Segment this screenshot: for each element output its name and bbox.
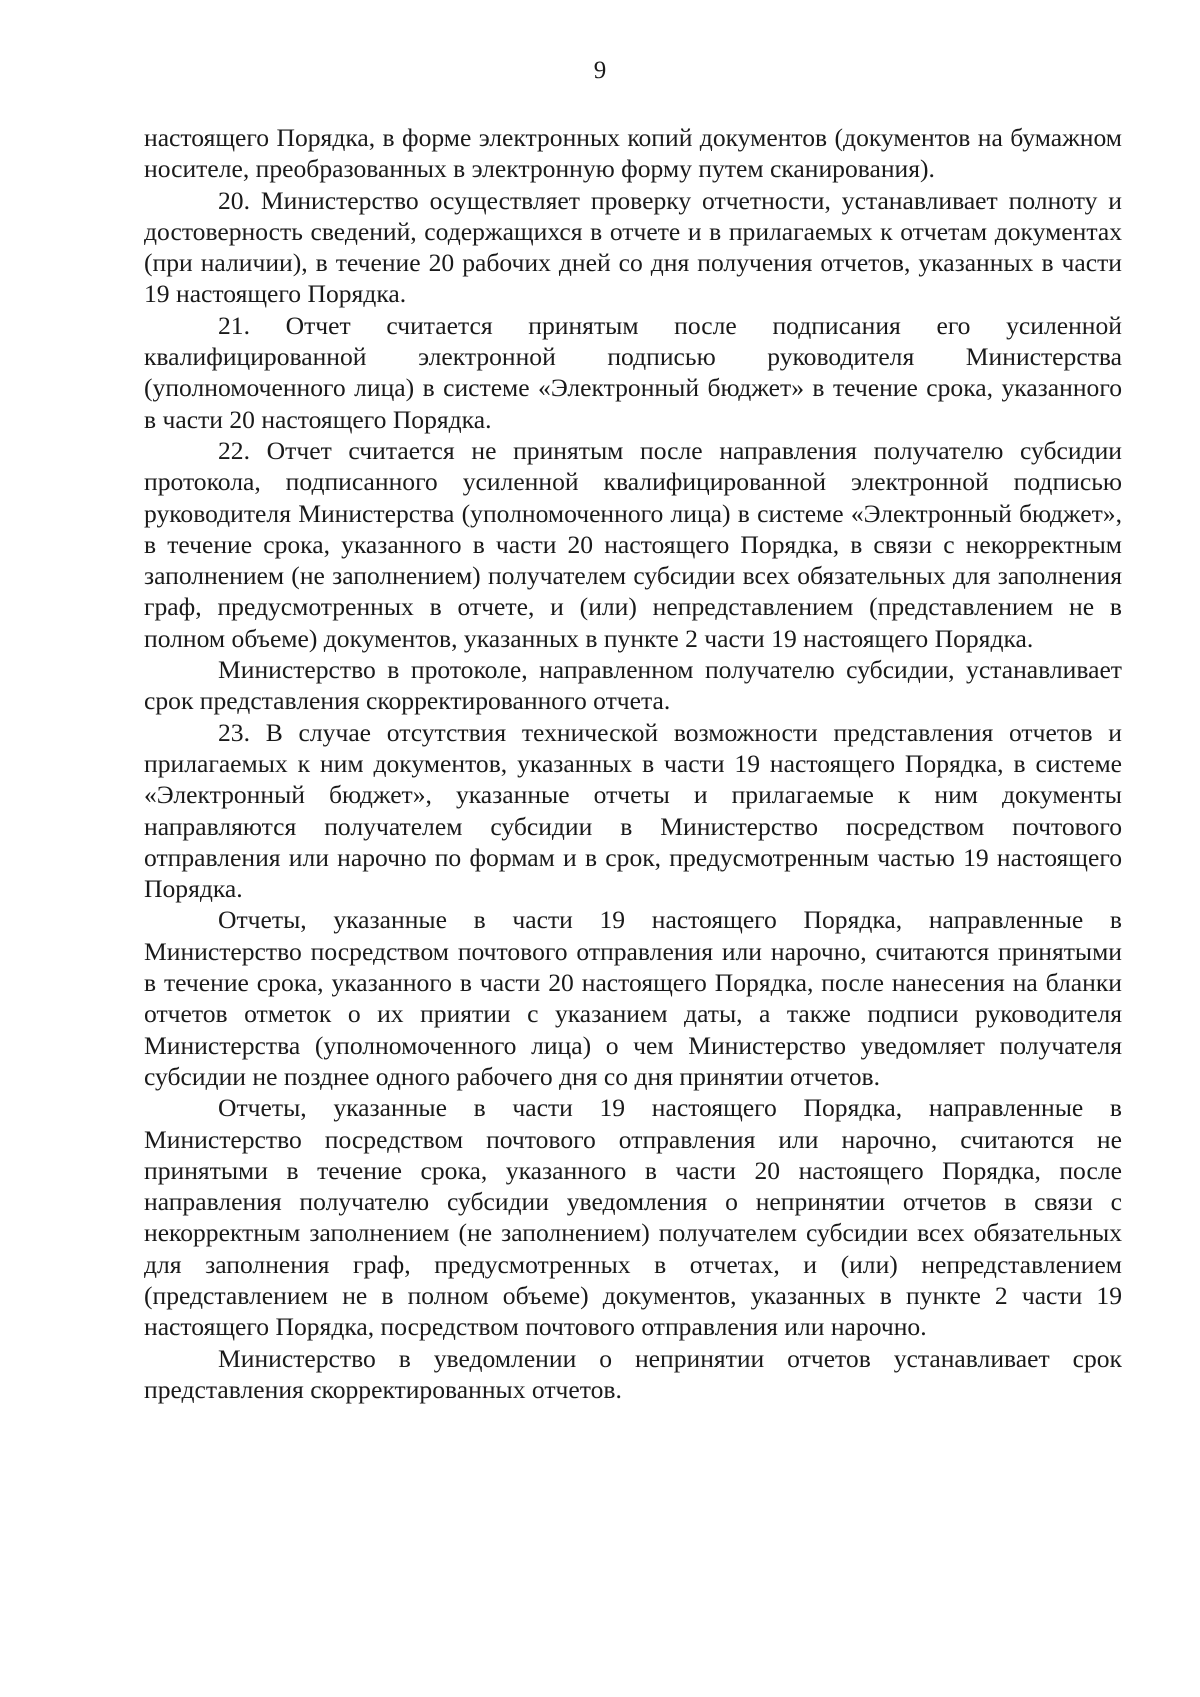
document-body: [144, 122, 1122, 1405]
paragraph-clause-21: 21. Отчет считается принятым после подписания его усиленной квалифицированной электронной подписью руководителя Министерства (уполномоченного лица) в системе «Электронный бюджет» в течение срока, указанного в части 20 настоящего Порядка.: [144, 310, 1122, 434]
paragraph-postal-not-accepted: Отчеты, указанные в части 19 настоящего Порядка, направленные в Министерство посредством почтового отправления или нарочно, считаются не принятыми в течение срока, указанного в части 20 настоящего Порядка, после направления получателю субсидии уведомления о непринятии отчетов в связи с некорректным заполнением (не заполнением) получателем субсидии всех обязательных для заполнения граф, предусмотренных в отчетах, и (или) непредставлением (представлением не в полном объеме) документов, указанных в пункте 2 части 19 настоящего Порядка, посредством почтового отправления или нарочно.: [144, 1093, 1122, 1342]
paragraph-postal-accepted: Отчеты, указанные в части 19 настоящего Порядка, направленные в Министерство посредством почтового отправления или нарочно, считаются принятыми в течение срока, указанного в части 20 настоящего Порядка, после нанесения на бланки отчетов отметок о их приятии с указанием даты, а также подписи руководителя Министерства (уполномоченного лица) о чем Министерство уведомляет получателя субсидии не позднее одного рабочего дня со дня принятии отчетов.: [144, 905, 1122, 1091]
paragraph-clause-22: 22. Отчет считается не принятым после направления получателю субсидии протокола, подписанного усиленной квалифицированной электронной подписью руководителя Министерства (уполномоченного лица) в системе «Электронный бюджет», в течение срока, указанного в части 20 настоящего Порядка, в связи с некорректным заполнением (не заполнением) получателем субсидии всех обязательных для заполнения граф, предусмотренных в отчете, и (или) непредставлением (представлением не в полном объеме) документов, указанных в пункте 2 части 19 настоящего Порядка.: [144, 435, 1122, 653]
paragraph-notice-deadline: Министерство в уведомлении о непринятии отчетов устанавливает срок представления скорректированных отчетов.: [144, 1343, 1122, 1404]
page-number: 9: [593, 57, 607, 84]
paragraph-protocol-deadline: Министерство в протоколе, направленном получателю субсидии, устанавливает срок представления скорректированного отчета.: [144, 655, 1122, 716]
paragraph-continuation: настоящего Порядка, в форме электронных копий документов (документов на бумажном носителе, преобразованных в электронную форму путем сканирования).: [144, 123, 1122, 184]
paragraph-clause-23: 23. В случае отсутствия технической возможности представления отчетов и прилагаемых к ним документов, указанных в части 19 настоящего Порядка, в системе «Электронный бюджет», указанные отчеты и прилагаемые к ним документы направляются получателем субсидии в Министерство посредством почтового отправления или нарочно по формам и в срок, предусмотренным частью 19 настоящего Порядка.: [144, 717, 1122, 904]
paragraph-clause-20: 20. Министерство осуществляет проверку отчетности, устанавливает полноту и достоверность сведений, содержащихся в отчете и в прилагаемых к отчетам документах (при наличии), в течение 20 рабочих дней со дня получения отчетов, указанных в части 19 настоящего Порядка.: [144, 185, 1122, 309]
